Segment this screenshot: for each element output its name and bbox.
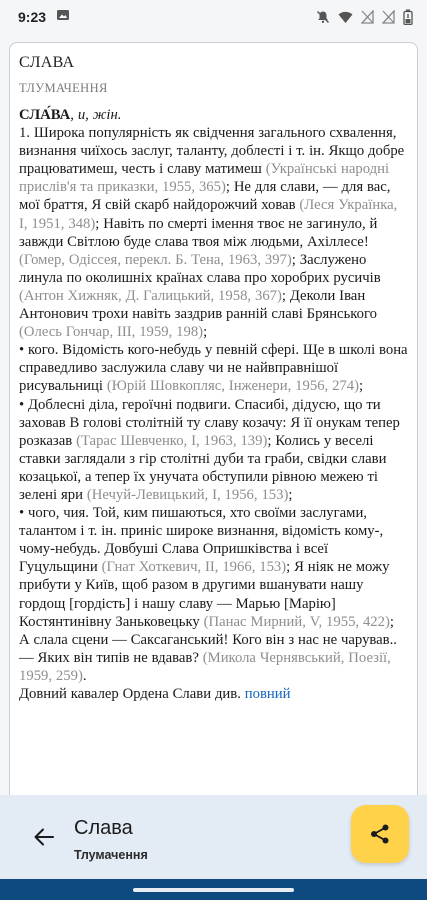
definition-text: Довний кавалер Ордена Слави див.: [19, 686, 245, 702]
entry-subtitle: ТЛУМАЧЕННЯ: [19, 81, 108, 95]
headword: СЛА́ВА: [19, 107, 71, 123]
definition-text: ; Я ніяк не можу прибути у Київ, щоб разом в другими вшанувати нашу гордощ [гордість] і нашу славу — Марью [Марію] Костянтинівну Заньковецьку: [19, 559, 390, 630]
citation: (Українські народні прислів'я та приказки, 1955, 365): [19, 161, 390, 196]
definition-text: ;: [203, 324, 208, 341]
entry-title: СЛАВА: [19, 54, 75, 71]
definition-1: [19, 106, 408, 341]
definition-last-line: [19, 685, 408, 703]
system-navigation-bar: [0, 879, 427, 900]
definition-text: ; А слала сцени — Саксаганський! Кого він з нас не чарував.. — Яких він типів не вдавав?: [19, 613, 397, 666]
status-time: 9:23: [18, 9, 47, 25]
definition-bullet-1: [19, 341, 408, 395]
definition-text: ; Заслужено линула по околишніх країнах слава про хоробрих русичів: [19, 251, 381, 286]
citation: (Юрій Шовкопляс, Інженери, 1956, 274): [106, 378, 360, 395]
back-button[interactable]: [30, 823, 58, 851]
definition-text: ; Колись у веселі ставки заглядали з гір столітні дуби та граби, свідки слави козацької, а тепер їх унучата обступили рівною межею ті зелені яри: [19, 432, 387, 503]
page-subtitle: Тлумачення: [74, 848, 148, 862]
share-button[interactable]: [351, 805, 409, 863]
arrow-back-icon: [34, 828, 54, 846]
citation: (Антон Хижняк, Д. Галицький, 1958, 367): [19, 287, 282, 304]
image-icon: [56, 8, 70, 27]
citation: (Тарас Шевченко, I, 1963, 139): [76, 432, 268, 449]
definition-bullet-2: [19, 396, 408, 505]
definition-text: .: [82, 667, 87, 684]
wifi-icon: [338, 11, 353, 24]
citation: (Леся Українка, I, 1951, 348): [19, 197, 398, 232]
bottom-app-bar: [0, 795, 427, 879]
mute-icon: [316, 10, 330, 24]
gesture-handle[interactable]: [133, 888, 294, 892]
share-icon: [369, 823, 391, 845]
battery-icon: [403, 9, 413, 25]
cross-reference-link[interactable]: повний: [244, 686, 291, 702]
citation: (Микола Чернявський, Поезії, 1959, 259): [19, 649, 391, 684]
definition-text: • кого. Відомість кого-небудь у певній сфері. Ще в школі вона справедливо заслужила славу чи не найвправнішої рисувальниці: [19, 342, 408, 395]
citation: (Гомер, Одіссея, перекл. Б. Тена, 1963, 397): [19, 251, 292, 268]
definition-text: • чого, чия. Той, ким пишаються, хто своїми заслугами, талантом і т. ін. приніс широке визнання, відомість кому-, чому-небудь. Довбуші Слава Опришківства і всеї Гуцульщини: [19, 505, 384, 576]
definition-text: • Доблесні діла, героїчні подвиги. Спасибі, дідусю, що ти заховав В голові столітній ту славу козачу: Я її онукам тепер розказав: [19, 396, 400, 449]
status-bar: [0, 0, 427, 34]
definition-text: ; Деколи Іван Антонович трохи навіть заздрив ранній славі Брянського: [19, 287, 378, 323]
citation: (Нечуй-Левицький, I, 1956, 153): [86, 486, 289, 503]
entry-card[interactable]: [9, 42, 418, 802]
citation: (Олесь Гончар, III, 1959, 198): [19, 324, 204, 341]
definition-text: 1. Широка популярність як свідчення загального схвалення, визнання чиїхось заслуг, таланту, доблесті і т. ін. Якщо добре працюватимеш, честь і славу матимеш: [19, 125, 405, 178]
grammar-note: , и, жін.: [70, 107, 122, 123]
signal-icon-2: [382, 10, 395, 24]
definition-text: ; Не для слави, — для вас, мої браття, Я свій скарб найдорожчий ховав: [19, 179, 391, 214]
definition-text: ;: [288, 486, 293, 503]
citation: (Панас Мирний, V, 1955, 422): [203, 613, 390, 630]
definition-text: ;: [359, 378, 364, 395]
entry-text: [19, 106, 408, 703]
page-title: Слава: [74, 817, 133, 839]
citation: (Гнат Хоткевич, II, 1966, 153): [101, 559, 287, 576]
definition-bullet-3: [19, 504, 408, 685]
signal-icon: [361, 10, 374, 24]
definition-text: ; Навіть по смерті імення твоє не загинуло, й завжди Світлою буде слава твоя між людьми, Ахіллесе!: [19, 215, 378, 250]
